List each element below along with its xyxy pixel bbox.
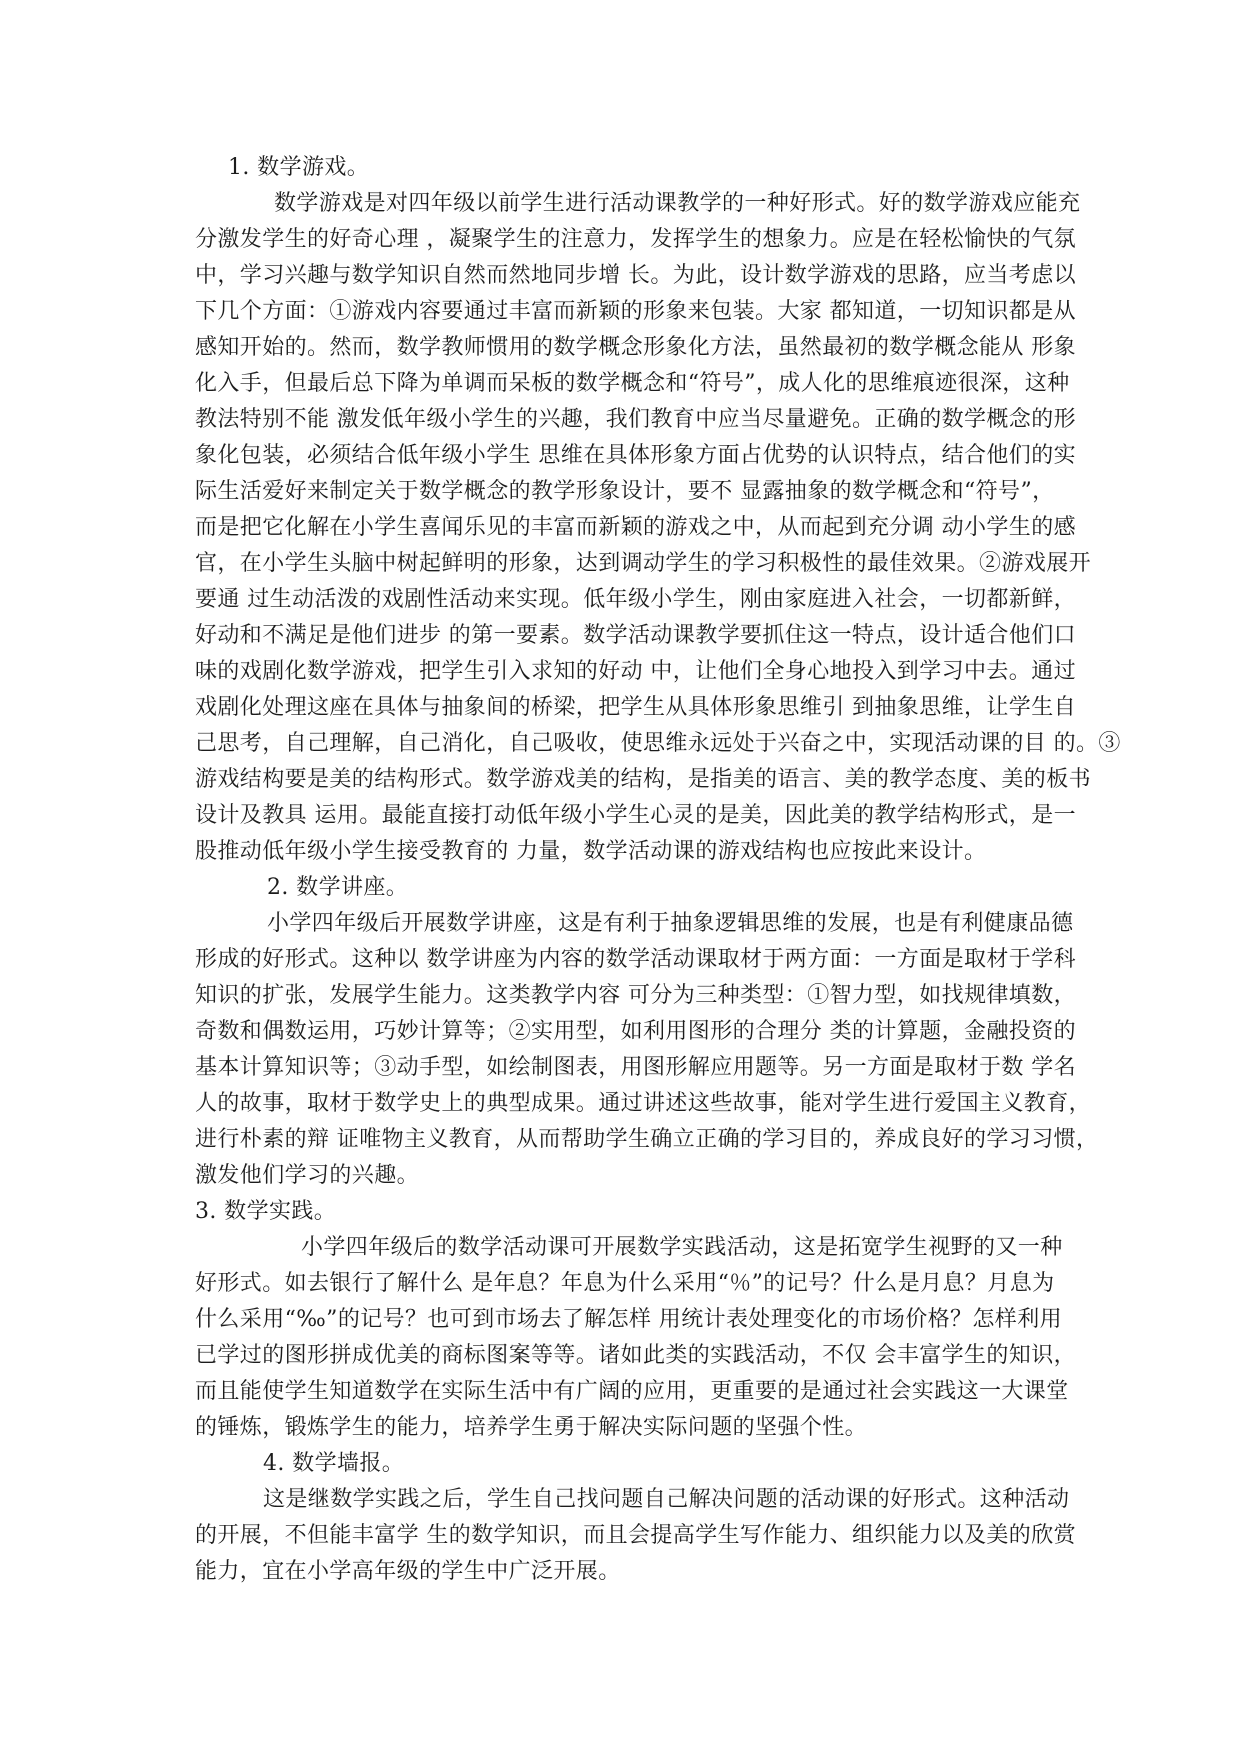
paragraph-line: 数学游戏是对四年级以前学生进行活动课教学的一种好形式。好的数学游戏应能充 [274,191,1081,216]
paragraph-line: 象化包装，必须结合低年级小学生 思维在具体形象方面占优势的认识特点，结合他们的实 [195,443,1076,468]
section-math-games [195,150,1121,870]
paragraph-line: 这是继数学实践之后，学生自己找问题自己解决问题的活动课的好形式。这种活动 [263,1487,1070,1512]
paragraph-line: 分激发学生的好奇心理 ，凝聚学生的注意力，发挥学生的想象力。应是在轻松愉快的气氛 [195,227,1076,252]
paragraph-line: 而是把它化解在小学生喜闻乐见的丰富而新颖的游戏之中，从而起到充分调 动小学生的感 [195,515,1076,540]
section-heading: 4. 数学墙报。 [263,1451,405,1476]
paragraph-line: 基本计算知识等；③动手型，如绘制图表，用图形解应用题等。另一方面是取材于数 学名 [195,1055,1076,1080]
paragraph-line: 游戏结构要是美的结构形式。数学游戏美的结构，是指美的语言、美的教学态度、美的板书 [195,767,1092,792]
section-heading: 3. 数学实践。 [195,1199,337,1224]
paragraph-line: 际生活爱好来制定关于数学概念的教学形象设计，要不 显露抽象的数学概念和“符号”， [195,479,1055,504]
paragraph-line: 小学四年级后开展数学讲座，这是有利于抽象逻辑思维的发展，也是有利健康品德 [267,911,1074,936]
paragraph-line: 下几个方面：①游戏内容要通过丰富而新颖的形象来包装。大家 都知道，一切知识都是从 [195,299,1076,324]
document-page [195,150,1121,1590]
section-math-lectures [195,870,1099,1194]
paragraph-line: 要通 过生动活泼的戏剧性活动来实现。低年级小学生，刚由家庭进入社会，一切都新鲜， [195,587,1076,612]
paragraph-line: 中，学习兴趣与数学知识自然而然地同步增 长。为此，设计数学游戏的思路，应当考虑以 [195,263,1076,288]
section-math-practice [195,1194,1076,1446]
paragraph-line: 己思考，自己理解，自己消化，自己吸收，使思维永远处于兴奋之中，实现活动课的目 的。③ [195,731,1121,756]
paragraph-line: 设计及教具 运用。最能直接打动低年级小学生心灵的是美，因此美的教学结构形式，是一 [195,803,1076,828]
paragraph-line: 进行朴素的辩 证唯物主义教育，从而帮助学生确立正确的学习目的，养成良好的学习习惯， [195,1127,1099,1152]
paragraph-line: 戏剧化处理这座在具体与抽象间的桥梁，把学生从具体形象思维引 到抽象思维，让学生自 [195,695,1076,720]
paragraph-line: 好形式。如去银行了解什么 是年息？年息为什么采用“％”的记号？什么是月息？月息为 [195,1271,1055,1296]
paragraph-line: 什么采用“‰”的记号？也可到市场去了解怎样 用统计表处理变化的市场价格？怎样利用 [195,1307,1063,1332]
paragraph-line: 味的戏剧化数学游戏，把学生引入求知的好动 中，让他们全身心地投入到学习中去。通过 [195,659,1076,684]
section-math-wall-newspaper [195,1446,1076,1590]
paragraph-line: 形成的好形式。这种以 数学讲座为内容的数学活动课取材于两方面：一方面是取材于学科 [195,947,1076,972]
paragraph-line: 奇数和偶数运用，巧妙计算等；②实用型，如利用图形的合理分 类的计算题，金融投资的 [195,1019,1076,1044]
paragraph-line: 能力，宜在小学高年级的学生中广泛开展。 [195,1559,621,1584]
paragraph-line: 股推动低年级小学生接受教育的 力量，数学活动课的游戏结构也应按此来设计。 [195,839,987,864]
paragraph-line: 激发他们学习的兴趣。 [195,1163,420,1188]
paragraph-line: 小学四年级后的数学活动课可开展数学实践活动，这是拓宽学生视野的又一种 [301,1235,1063,1260]
paragraph-line: 人的故事，取材于数学史上的典型成果。通过讲述这些故事，能对学生进行爱国主义教育， [195,1091,1092,1116]
paragraph-line: 已学过的图形拼成优美的商标图案等等。诸如此类的实践活动，不仅 会丰富学生的知识， [195,1343,1076,1368]
paragraph-line: 官，在小学生头脑中树起鲜明的形象，达到调动学生的学习积极性的最佳效果。②游戏展开 [195,551,1092,576]
section-heading: 2. 数学讲座。 [267,875,409,900]
paragraph-line: 的锤炼，锻炼学生的能力，培养学生勇于解决实际问题的坚强个性。 [195,1415,868,1440]
paragraph-line: 知识的扩张，发展学生能力。这类教学内容 可分为三种类型：①智力型，如找规律填数， [195,983,1076,1008]
paragraph-line: 感知开始的。然而，数学教师惯用的数学概念形象化方法，虽然最初的数学概念能从 形象 [195,335,1076,360]
paragraph-line: 教法特别不能 激发低年级小学生的兴趣，我们教育中应当尽量避免。正确的数学概念的形 [195,407,1076,432]
paragraph-line: 好动和不满足是他们进步 的第一要素。数学活动课教学要抓住这一特点，设计适合他们口 [195,623,1076,648]
paragraph-line: 化入手，但最后总下降为单调而呆板的数学概念和“符号”，成人化的思维痕迹很深，这种 [195,371,1070,396]
paragraph-line: 的开展，不但能丰富学 生的数学知识，而且会提高学生写作能力、组织能力以及美的欣赏 [195,1523,1076,1548]
paragraph-line: 而且能使学生知道数学在实际生活中有广阔的应用，更重要的是通过社会实践这一大课堂 [195,1379,1069,1404]
section-heading: 1. 数学游戏。 [228,155,370,180]
